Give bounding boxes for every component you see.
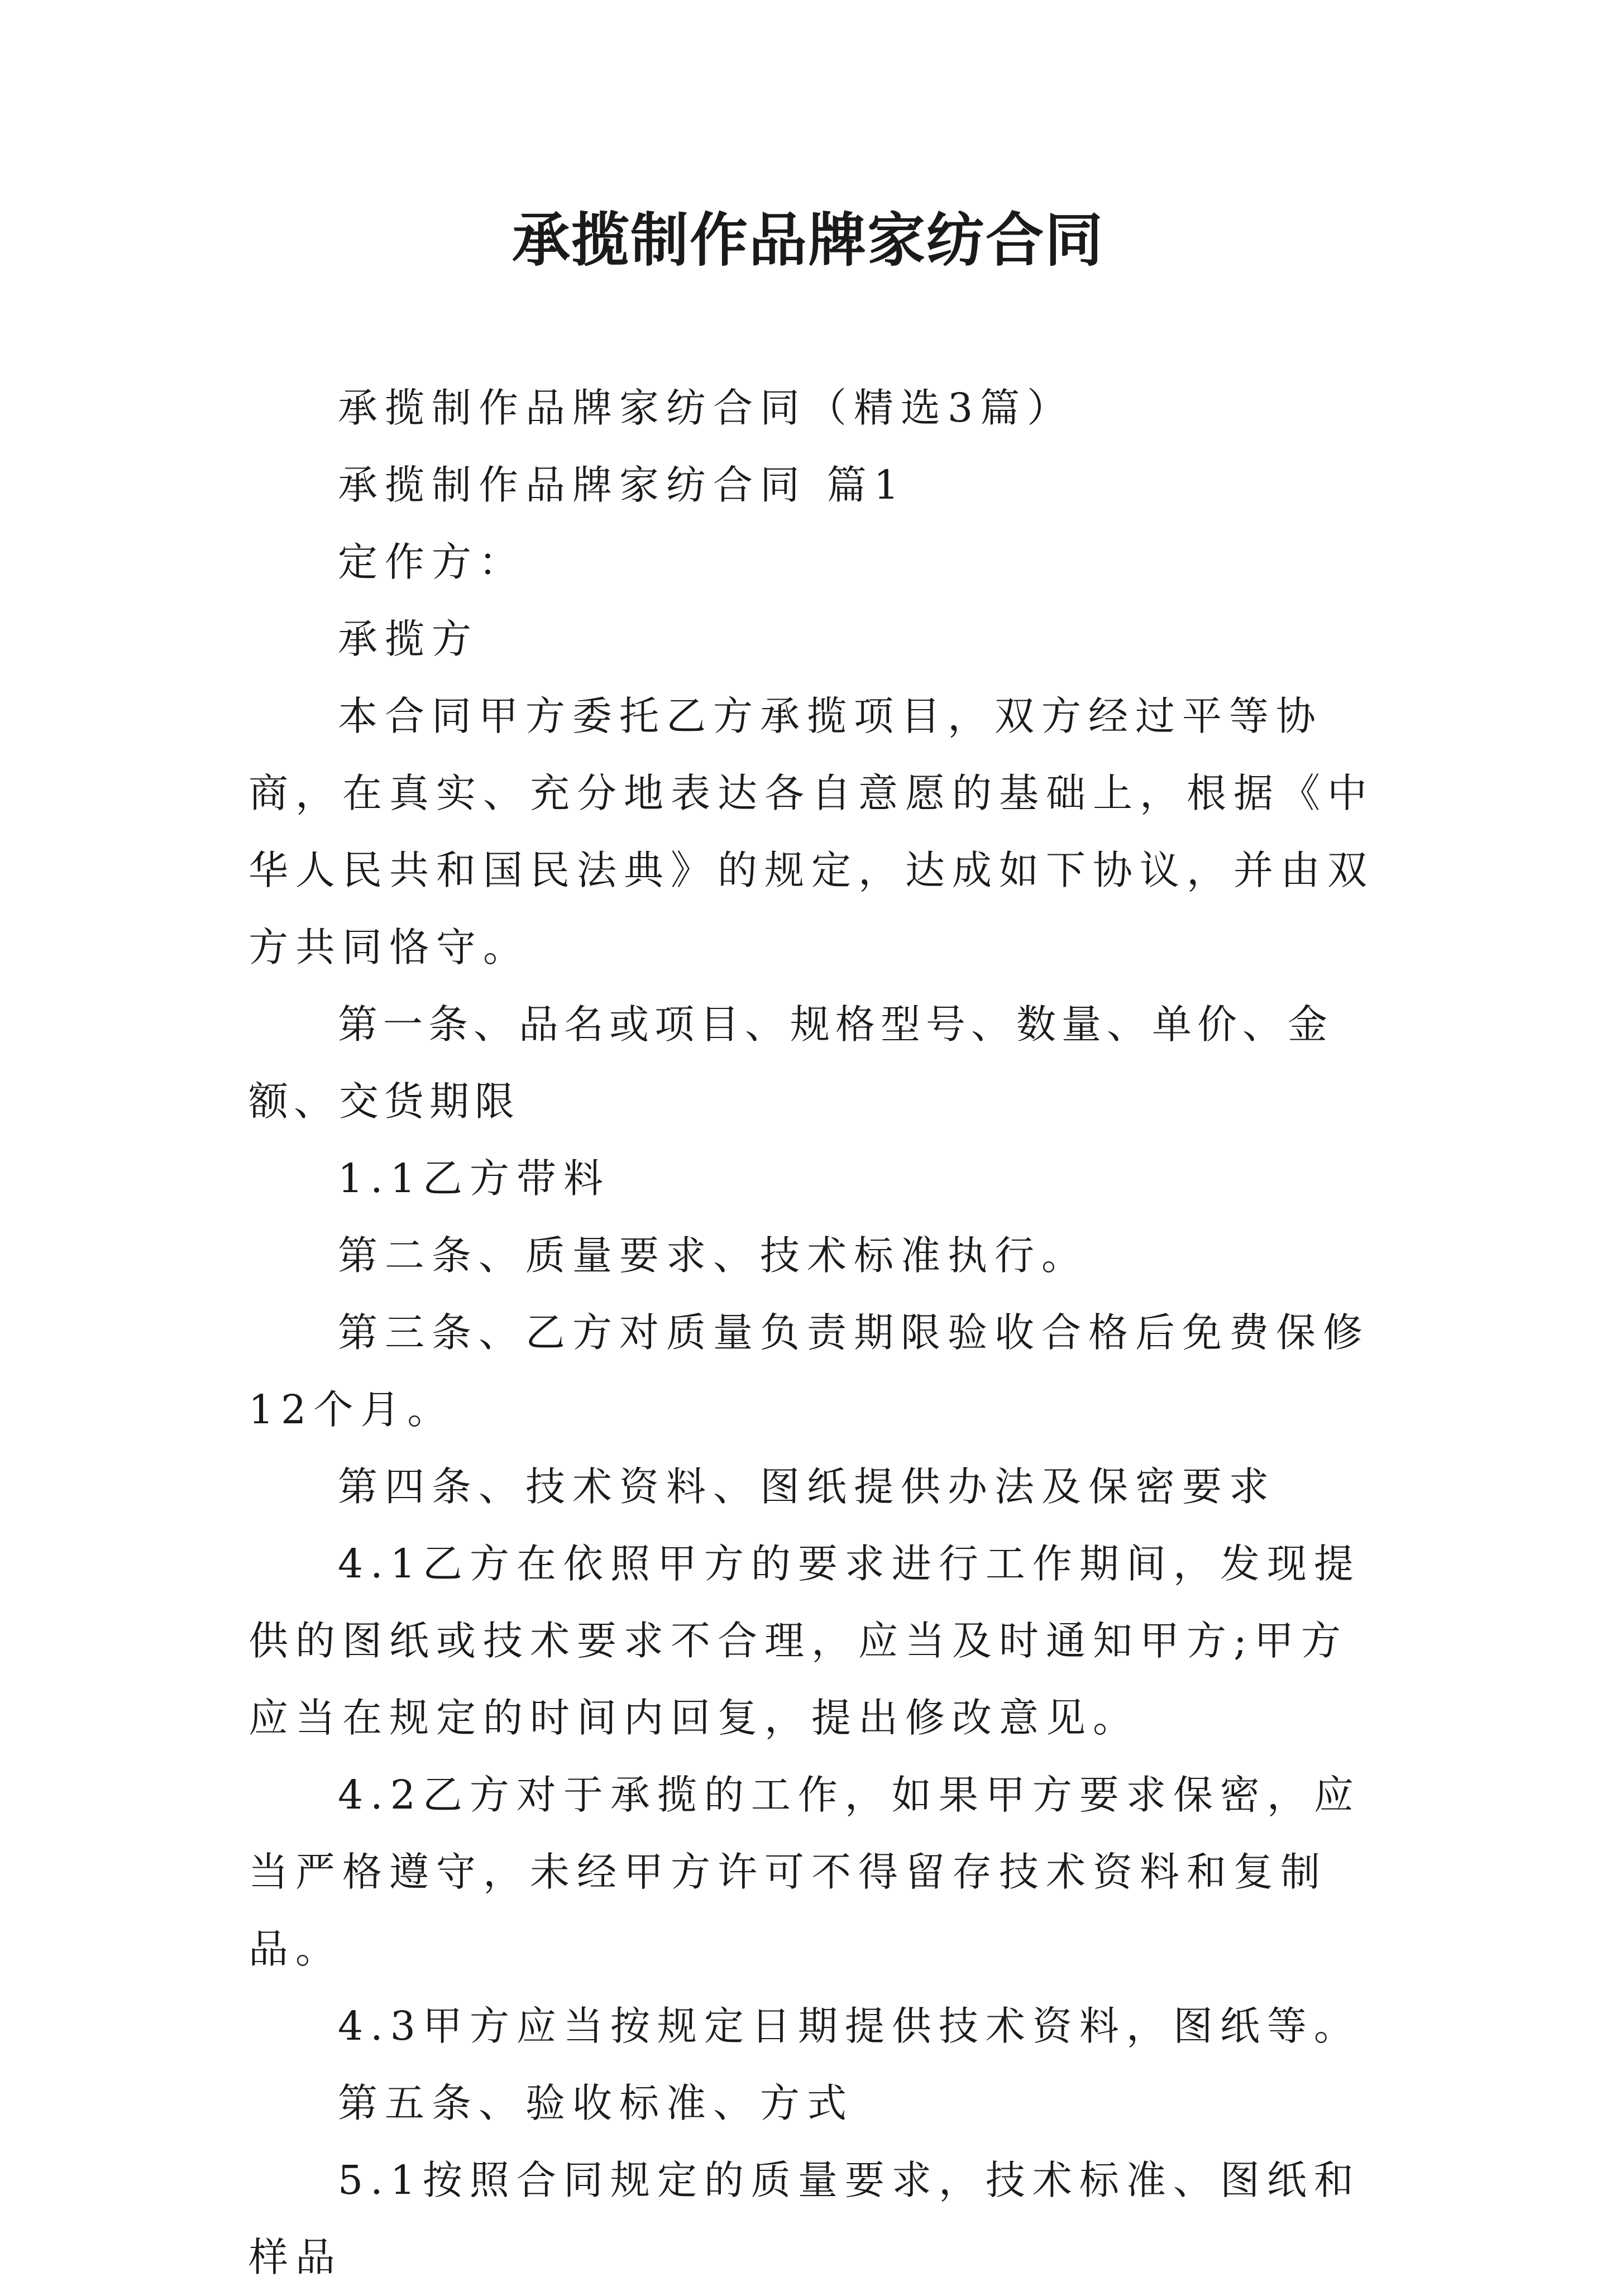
paragraph-article-2: 第二条、质量要求、技术标准执行。 [338,1232,1089,1279]
paragraph-article-5: 第五条、验收标准、方式 [338,2080,854,2126]
paragraph-preamble: 本合同甲方委托乙方承揽项目，双方经过平等协商，在真实、充分地表达各自意愿的基础上，根据《中华人民共和国民法典》的规定，达成如下协议，并由双方共同恪守。 [248,693,1375,970]
paragraph-article-1: 第一条、品名或项目、规格型号、数量、单价、金额、交货期限 [248,1001,1333,1125]
paragraph-clause-4-2: 4.2乙方对于承揽的工作，如果甲方要求保密，应当严格遵守，未经甲方许可不得留存技术资料和复制品。 [248,1772,1361,1972]
paragraph-clause-1-1: 1.1乙方带料 [338,1155,610,1202]
paragraph-clause-4-1: 4.1乙方在依照甲方的要求进行工作期间，发现提供的图纸或技术要求不合理，应当及时通知甲方;甲方应当在规定的时间内回复，提出修改意见。 [248,1541,1361,1741]
paragraph-article-3: 第三条、乙方对质量负责期限验收合格后免费保修12个月。 [248,1309,1370,1433]
paragraph-subtitle: 承揽制作品牌家纺合同（精选3篇） [338,385,1074,431]
paragraph-article-4: 第四条、技术资料、图纸提供办法及保密要求 [338,1463,1276,1510]
paragraph-contractor: 承揽方 [338,616,479,662]
paragraph-clause-4-3: 4.3甲方应当按规定日期提供技术资料，图纸等。 [338,2003,1361,2049]
paragraph-clause-5-1: 5.1按照合同规定的质量要求，技术标准、图纸和样品 [248,2157,1361,2280]
paragraph-chapter-heading: 承揽制作品牌家纺合同 篇1 [338,462,906,508]
paragraph-orderer: 定作方： [338,539,526,585]
document-body [248,370,1385,2296]
document-title: 承揽制作品牌家纺合同 [511,205,1104,274]
